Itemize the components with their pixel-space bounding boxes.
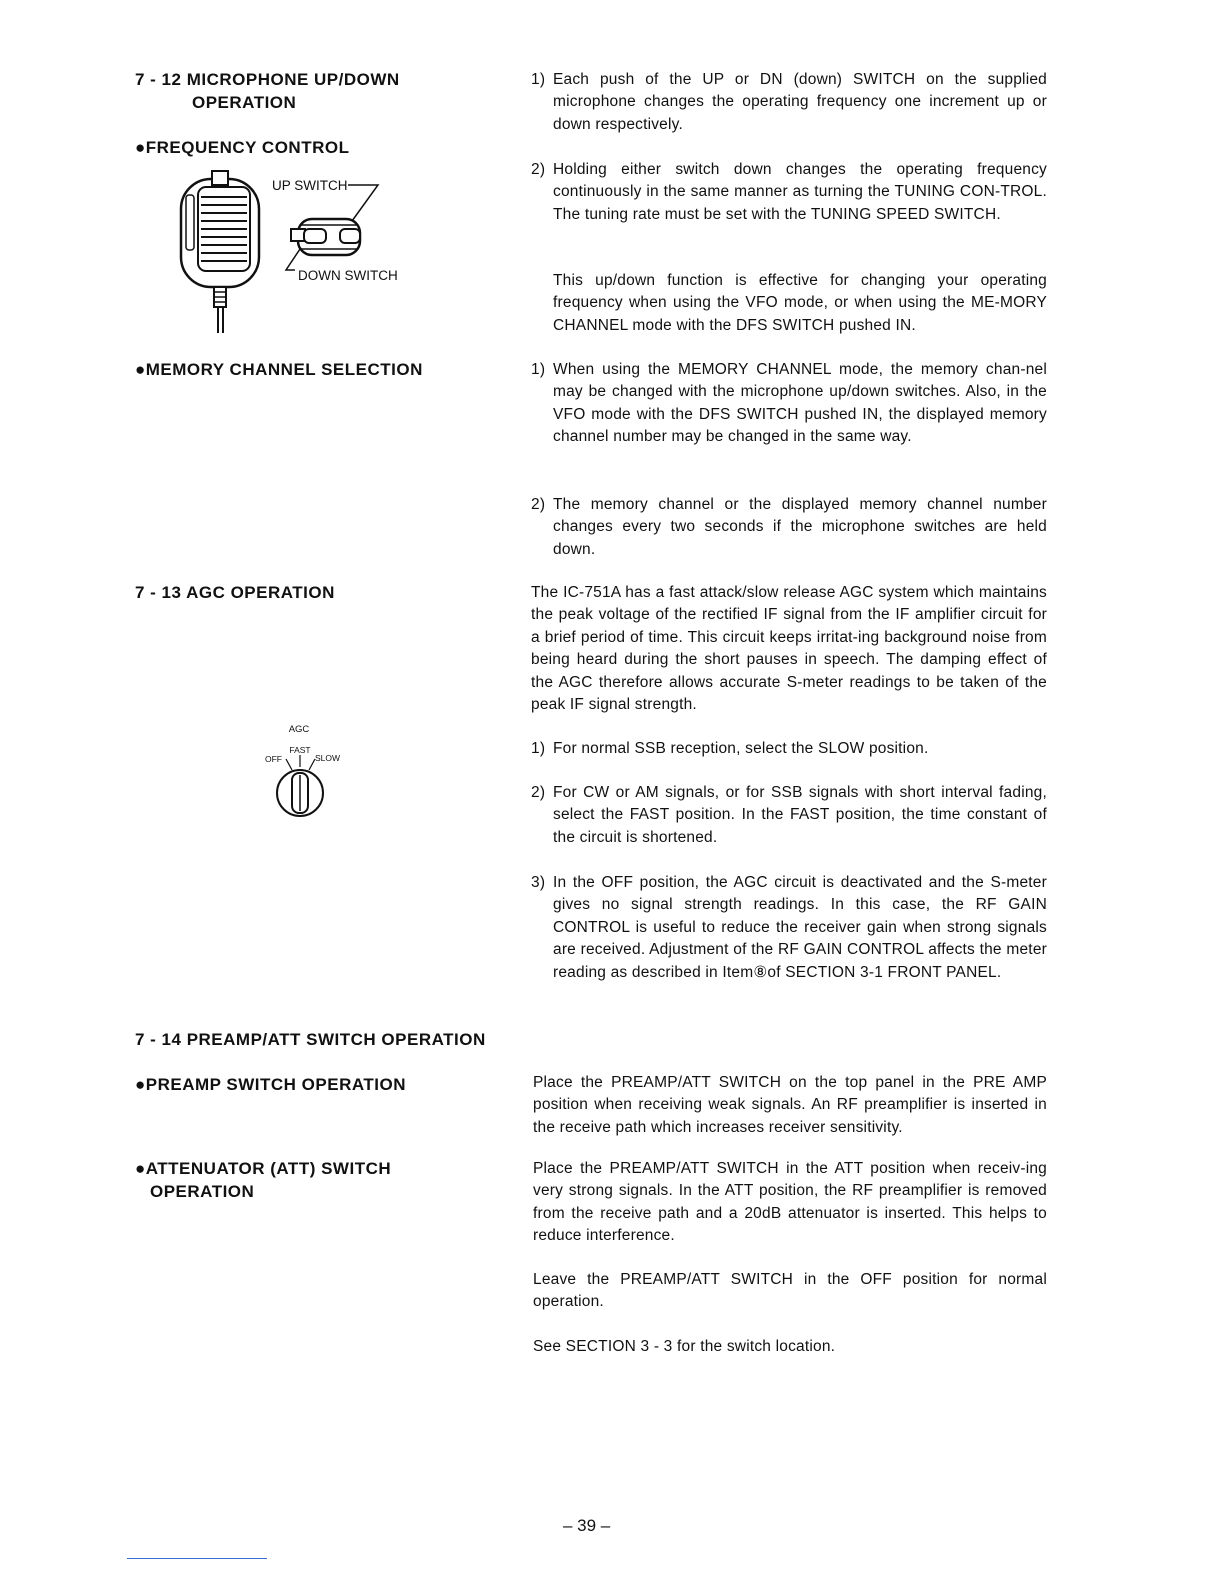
page-number: – 39 –	[563, 1516, 611, 1535]
up-down-function-note: This up/down function is effective for changing your operating frequency when using the VFO mode, or when using the ME-MORY CHANNEL mode with the DFS SWITCH pushed IN.	[553, 272, 1047, 334]
microphone-cord	[214, 287, 226, 333]
frequency-item-1	[531, 69, 1047, 136]
hanger-clip	[212, 171, 228, 185]
speaker-grille	[198, 187, 250, 271]
item-text: When using the MEMORY CHANNEL mode, the memory chan-nel may be changed with the microphone up/down switches. Also, in the VFO mode with the DFS SWITCH pushed IN, the displayed memory channel number may be changed in the same way.	[553, 361, 1047, 446]
item-number: 1)	[531, 361, 546, 378]
item-text: Each push of the UP or DN (down) SWITCH on the supplied microphone changes the operating frequency one increment up or down respectively.	[553, 71, 1047, 133]
item-number: 3)	[531, 874, 546, 891]
section-7-12-title-line2: OPERATION	[192, 93, 297, 112]
attenuator-switch-heading-line2: OPERATION	[150, 1182, 255, 1201]
preamp-switch-heading: ●PREAMP SWITCH OPERATION	[135, 1075, 406, 1094]
memory-item-1	[531, 359, 1047, 449]
section-7-14-title: 7 - 14 PREAMP/ATT SWITCH OPERATION	[135, 1030, 486, 1049]
item-text: In the OFF position, the AGC circuit is deactivated and the S-meter gives no signal strength readings. In this case, the RF GAIN CONTROL is useful to reduce the receiver gain when strong signals are received. Adjustment of the RF GAIN CONTROL affects the meter reading as described in Item⑧of SECTION 3-1 FRONT PANEL.	[553, 874, 1047, 981]
item-number: 1)	[531, 740, 546, 757]
down-switch-leader	[286, 249, 300, 270]
down-switch-label: DOWN SWITCH	[298, 268, 398, 283]
section-7-12-title: 7 - 12 MICROPHONE UP/DOWN	[135, 70, 400, 89]
item-number: 1)	[531, 71, 546, 88]
item-number: 2)	[531, 784, 546, 801]
attenuator-switch-heading: ●ATTENUATOR (ATT) SWITCH	[135, 1159, 392, 1178]
item-text: The memory channel or the displayed memory channel number changes every two seconds if the microphone switches are held down.	[553, 496, 1047, 558]
slow-tick	[309, 759, 315, 770]
attenuator-paragraph: Place the PREAMP/ATT SWITCH in the ATT position when receiv-ing very strong signals. In the ATT position, the RF preamplifier is removed from the receive path and a 20dB attenuator is inserted. This helps to reduce interference.	[533, 1160, 1047, 1245]
frequency-item-2	[531, 159, 1047, 226]
bottom-rule	[127, 1558, 267, 1559]
item-number: 2)	[531, 161, 546, 178]
off-position-paragraph: Leave the PREAMP/ATT SWITCH in the OFF position for normal operation.	[533, 1271, 1047, 1311]
agc-switch-figure	[255, 718, 355, 823]
switch-location-note: See SECTION 3 - 3 for the switch location.	[533, 1338, 836, 1355]
item-text: For normal SSB reception, select the SLOW position.	[553, 740, 929, 757]
up-down-switch-detail	[291, 219, 360, 255]
agc-item-2	[531, 782, 1047, 849]
frequency-control-heading: ●FREQUENCY CONTROL	[135, 138, 350, 157]
agc-slow-label: SLOW	[315, 753, 341, 763]
memory-channel-selection-heading: ●MEMORY CHANNEL SELECTION	[135, 360, 423, 379]
agc-intro-paragraph: The IC-751A has a fast attack/slow release AGC system which maintains the peak voltage of the rectified IF signal from the IF amplifier circuit for a brief period of time. This circuit keeps irritat-ing background noise from being heard during the short pauses in speech. The damping effect of the AGC therefore allows accurate S-meter readings to be taken of the peak IF signal strength.	[531, 584, 1047, 714]
microphone-figure	[170, 165, 420, 335]
item-number: 2)	[531, 496, 546, 513]
section-7-13-title: 7 - 13 AGC OPERATION	[135, 583, 335, 602]
item-text: For CW or AM signals, or for SSB signals with short interval fading, select the FAST position. In the FAST position, the time constant of the circuit is shortened.	[553, 784, 1047, 846]
side-button	[186, 195, 194, 250]
item-text: Holding either switch down changes the operating frequency continuously in the same manner as turning the TUNING CON-TROL. The tuning rate must be set with the TUNING SPEED SWITCH.	[553, 161, 1047, 223]
agc-item-1	[531, 738, 1047, 760]
up-switch-label: UP SWITCH	[272, 178, 348, 193]
off-tick	[286, 759, 292, 770]
up-switch-leader	[348, 185, 378, 221]
agc-figure-title: AGC	[288, 724, 310, 735]
preamp-paragraph: Place the PREAMP/ATT SWITCH on the top panel in the PRE AMP position when receiving weak signals. An RF preamplifier is inserted in the receive path which increases receiver sensitivity.	[533, 1074, 1047, 1136]
agc-fast-label: FAST	[289, 745, 311, 755]
agc-item-3	[531, 872, 1047, 984]
agc-off-label: OFF	[265, 754, 282, 764]
memory-item-2	[531, 494, 1047, 561]
